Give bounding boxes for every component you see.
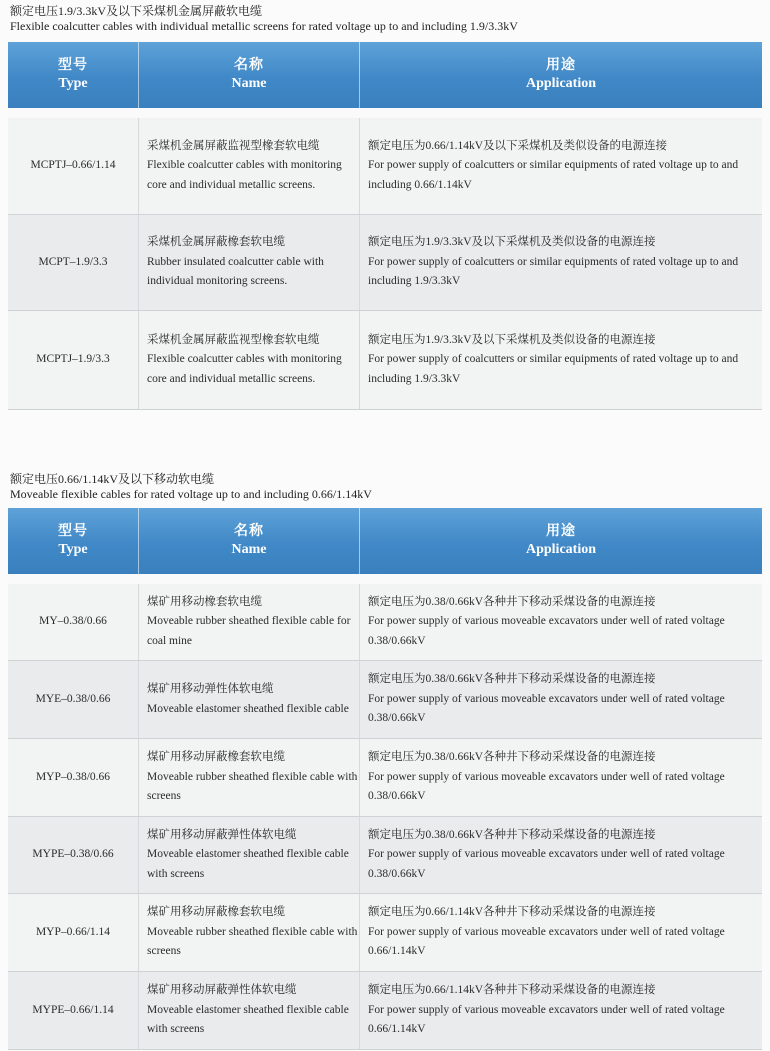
row-app-zh: 额定电压为1.9/3.3kV及以下采煤机及类似设备的电源连接 (368, 333, 656, 346)
header-app-en: Application (525, 76, 596, 91)
header-gap (8, 108, 762, 118)
row-name (138, 118, 359, 214)
row-name (138, 739, 359, 816)
header-name-zh: 名称 (234, 524, 264, 539)
row-type: MCPTJ–0.66/1.14 (30, 159, 116, 172)
header-type-zh: 型号 (58, 524, 88, 539)
table-row (8, 118, 762, 215)
header-name (138, 508, 359, 574)
row-app-en: For power supply of various moveable excavators under well of rated voltage 0.66/1.14kV (368, 925, 725, 958)
row-app-zh: 额定电压为1.9/3.3kV及以下采煤机及类似设备的电源连接 (368, 236, 656, 249)
section2-table-body (8, 584, 762, 1050)
header-name (138, 42, 359, 108)
header-app-en: Application (525, 542, 596, 557)
row-app-zh: 额定电压为0.66/1.14kV各种井下移动采煤设备的电源连接 (368, 984, 656, 997)
section2-table-header (8, 508, 762, 574)
row-name-zh: 煤矿用移动屏蔽橡套软电缆 (147, 751, 285, 764)
row-name-en: Moveable elastomer sheathed flexible cable with screens (147, 1003, 349, 1036)
row-type: MYP–0.66/1.14 (35, 925, 111, 938)
row-name-zh: 煤矿用移动屏蔽弹性体软电缆 (147, 984, 297, 997)
row-type: MYPE–0.66/1.14 (32, 1003, 114, 1016)
header-type-zh: 型号 (58, 58, 88, 73)
row-app-zh: 额定电压为0.38/0.66kV各种井下移动采煤设备的电源连接 (368, 595, 656, 608)
row-app-en: For power supply of various moveable excavators under well of rated voltage 0.38/0.66kV (368, 692, 725, 725)
section1-title (10, 4, 518, 34)
row-application (359, 894, 762, 971)
row-application (359, 972, 762, 1049)
row-name-zh: 采煤机金属屏蔽监视型橡套软电缆 (147, 139, 320, 152)
header-app-zh: 用途 (546, 524, 576, 539)
table-row (8, 739, 762, 817)
header-type-en: Type (58, 76, 88, 91)
row-app-zh: 额定电压为0.38/0.66kV各种井下移动采煤设备的电源连接 (368, 828, 656, 841)
header-name-en: Name (231, 542, 267, 557)
row-app-en: For power supply of various moveable excavators under well of rated voltage 0.38/0.66kV (368, 770, 725, 803)
row-application (359, 661, 762, 738)
row-app-en: For power supply of coalcutters or similar equipments of rated voltage up to and including 1.9/3.3kV (368, 353, 739, 385)
row-type: MY–0.38/0.66 (39, 615, 107, 628)
table-row (8, 311, 762, 410)
row-name (138, 894, 359, 971)
table-row (8, 972, 762, 1050)
row-app-zh: 额定电压为0.66/1.14kV及以下采煤机及类似设备的电源连接 (368, 139, 667, 152)
row-application (359, 311, 762, 409)
header-gap (8, 574, 762, 584)
section2-title-zh: 额定电压0.66/1.14kV及以下移动软电缆 (10, 472, 215, 486)
row-type: MCPTJ–1.9/3.3 (36, 353, 110, 366)
row-name-en: Flexible coalcutter cables with monitoring core and individual metallic screens. (147, 353, 342, 385)
header-type (8, 508, 138, 574)
row-application (359, 817, 762, 893)
table-row (8, 817, 762, 894)
row-name-zh: 煤矿用移动屏蔽弹性体软电缆 (147, 828, 297, 841)
table-row (8, 215, 762, 311)
row-type: MCPT–1.9/3.3 (38, 255, 108, 268)
row-name-en: Moveable elastomer sheathed flexible cable with screens (147, 848, 349, 880)
section2-title-en: Moveable flexible cables for rated voltage up to and including 0.66/1.14kV (10, 487, 372, 501)
row-name-zh: 采煤机金属屏蔽橡套软电缆 (147, 236, 285, 249)
row-app-zh: 额定电压为0.66/1.14kV各种井下移动采煤设备的电源连接 (368, 906, 656, 919)
section1-table-header (8, 42, 762, 108)
row-name (138, 311, 359, 409)
row-name-zh: 煤矿用移动屏蔽橡套软电缆 (147, 906, 285, 919)
row-type: MYE–0.38/0.66 (35, 692, 111, 705)
row-name (138, 661, 359, 738)
row-name-zh: 煤矿用移动弹性体软电缆 (147, 683, 274, 695)
row-app-en: For power supply of various moveable excavators under well of rated voltage 0.38/0.66kV (368, 615, 725, 647)
row-name-en: Moveable elastomer sheathed flexible cable (147, 702, 349, 715)
row-app-en: For power supply of coalcutters or similar equipments of rated voltage up to and including 0.66/1.14kV (368, 159, 739, 191)
row-name-en: Moveable rubber sheathed flexible cable for coal mine (147, 615, 351, 647)
row-app-en: For power supply of various moveable excavators under well of rated voltage 0.38/0.66kV (368, 848, 725, 880)
header-application (359, 42, 762, 108)
header-type (8, 42, 138, 108)
table-row (8, 894, 762, 972)
row-name-zh: 煤矿用移动橡套软电缆 (147, 595, 262, 608)
row-name-zh: 采煤机金属屏蔽监视型橡套软电缆 (147, 333, 320, 346)
row-name-en: Moveable rubber sheathed flexible cable with screens (147, 770, 358, 803)
row-type: MYP–0.38/0.66 (35, 770, 111, 783)
row-app-en: For power supply of coalcutters or similar equipments of rated voltage up to and including 1.9/3.3kV (368, 255, 739, 288)
row-application (359, 118, 762, 214)
header-application (359, 508, 762, 574)
row-name (138, 972, 359, 1049)
section1-title-en: Flexible coalcutter cables with individual metallic screens for rated voltage up to and including 1.9/3.3kV (10, 19, 518, 33)
row-name-en: Moveable rubber sheathed flexible cable with screens (147, 925, 358, 958)
row-application (359, 584, 762, 660)
section1-table-body (8, 118, 762, 410)
header-type-en: Type (58, 542, 88, 557)
row-name (138, 817, 359, 893)
row-name (138, 215, 359, 310)
row-application (359, 215, 762, 310)
section2-title (10, 472, 372, 502)
table-row (8, 661, 762, 739)
row-app-zh: 额定电压为0.38/0.66kV各种井下移动采煤设备的电源连接 (368, 751, 656, 764)
row-name-en: Flexible coalcutter cables with monitoring core and individual metallic screens. (147, 159, 342, 191)
header-name-zh: 名称 (234, 58, 264, 73)
table-row (8, 584, 762, 661)
row-application (359, 739, 762, 816)
row-name-en: Rubber insulated coalcutter cable with individual monitoring screens. (147, 255, 324, 288)
header-name-en: Name (231, 76, 267, 91)
header-app-zh: 用途 (546, 58, 576, 73)
row-app-zh: 额定电压为0.38/0.66kV各种井下移动采煤设备的电源连接 (368, 673, 656, 686)
row-app-en: For power supply of various moveable excavators under well of rated voltage 0.66/1.14kV (368, 1003, 725, 1036)
section1-title-zh: 额定电压1.9/3.3kV及以下采煤机金属屏蔽软电缆 (10, 4, 263, 18)
row-type: MYPE–0.38/0.66 (32, 848, 114, 861)
row-name (138, 584, 359, 660)
